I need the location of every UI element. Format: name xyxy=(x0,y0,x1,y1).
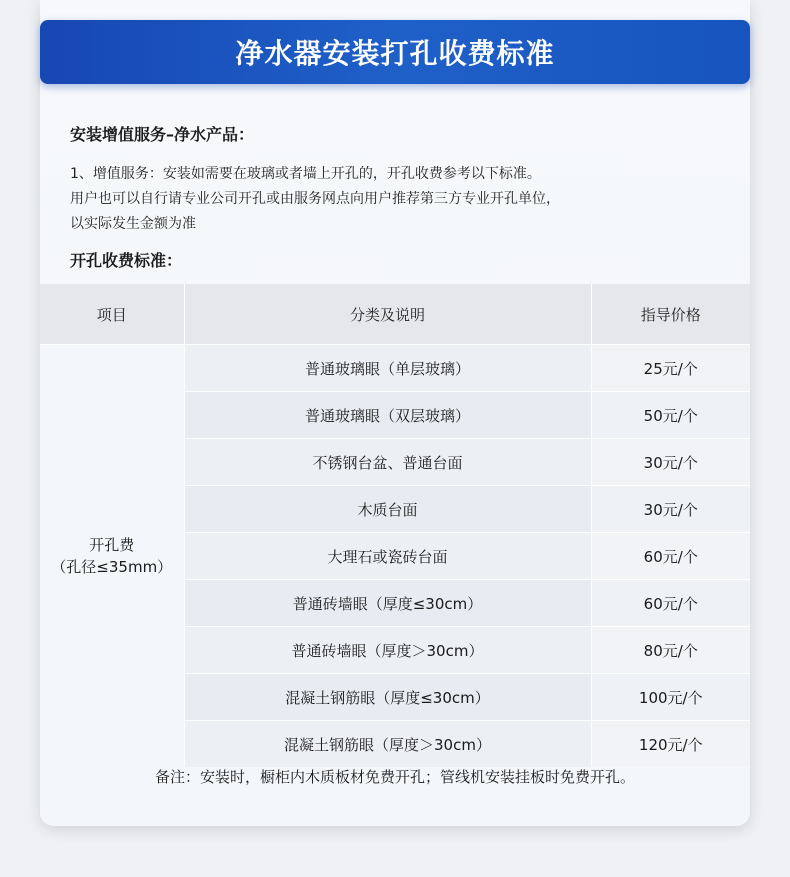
header-price: 指导价格 xyxy=(591,284,750,345)
category-cell: 混凝土钢筋眼（厚度≤30cm） xyxy=(184,674,591,721)
fee-table-body xyxy=(40,345,750,768)
category-cell: 不锈钢台盆、普通台面 xyxy=(184,439,591,486)
category-cell: 普通砖墙眼（厚度≤30cm） xyxy=(184,580,591,627)
price-cell: 30元/个 xyxy=(591,486,750,533)
price-cell: 100元/个 xyxy=(591,674,750,721)
price-cell: 60元/个 xyxy=(591,533,750,580)
table-row xyxy=(40,345,750,392)
price-cell: 80元/个 xyxy=(591,627,750,674)
fee-table xyxy=(40,284,750,767)
item-spec: （孔径≤35mm） xyxy=(51,558,173,576)
category-cell: 混凝土钢筋眼（厚度＞30cm） xyxy=(184,721,591,768)
description-line-3: 以实际发生金额为准 xyxy=(70,216,196,232)
item-cell xyxy=(40,345,184,768)
category-cell: 普通砖墙眼（厚度＞30cm） xyxy=(184,627,591,674)
page-title: 净水器安装打孔收费标准 xyxy=(235,37,555,70)
title-banner xyxy=(40,20,750,84)
service-description xyxy=(70,162,710,237)
price-cell: 60元/个 xyxy=(591,580,750,627)
header-category: 分类及说明 xyxy=(184,284,591,345)
section-title-service: 安装增值服务–净水产品： xyxy=(70,125,255,144)
footnote: 备注：安装时，橱柜内木质板材免费开孔；管线机安装挂板时免费开孔。 xyxy=(154,768,635,786)
price-cell: 25元/个 xyxy=(591,345,750,392)
price-cell: 120元/个 xyxy=(591,721,750,768)
description-line-1: 1、增值服务：安装如需要在玻璃或者墙上开孔的，开孔收费参考以下标准。 xyxy=(70,166,541,182)
category-cell: 普通玻璃眼（单层玻璃） xyxy=(184,345,591,392)
category-cell: 大理石或瓷砖台面 xyxy=(184,533,591,580)
header-item: 项目 xyxy=(40,284,184,345)
category-cell: 普通玻璃眼（双层玻璃） xyxy=(184,392,591,439)
price-cell: 30元/个 xyxy=(591,439,750,486)
item-name: 开孔费 xyxy=(89,536,135,554)
price-cell: 50元/个 xyxy=(591,392,750,439)
section-title-fees: 开孔收费标准： xyxy=(70,251,183,270)
description-line-2: 用户也可以自行请专业公司开孔或由服务网点向用户推荐第三方专业开孔单位， xyxy=(70,191,560,207)
table-header-row xyxy=(40,284,750,345)
category-cell: 木质台面 xyxy=(184,486,591,533)
